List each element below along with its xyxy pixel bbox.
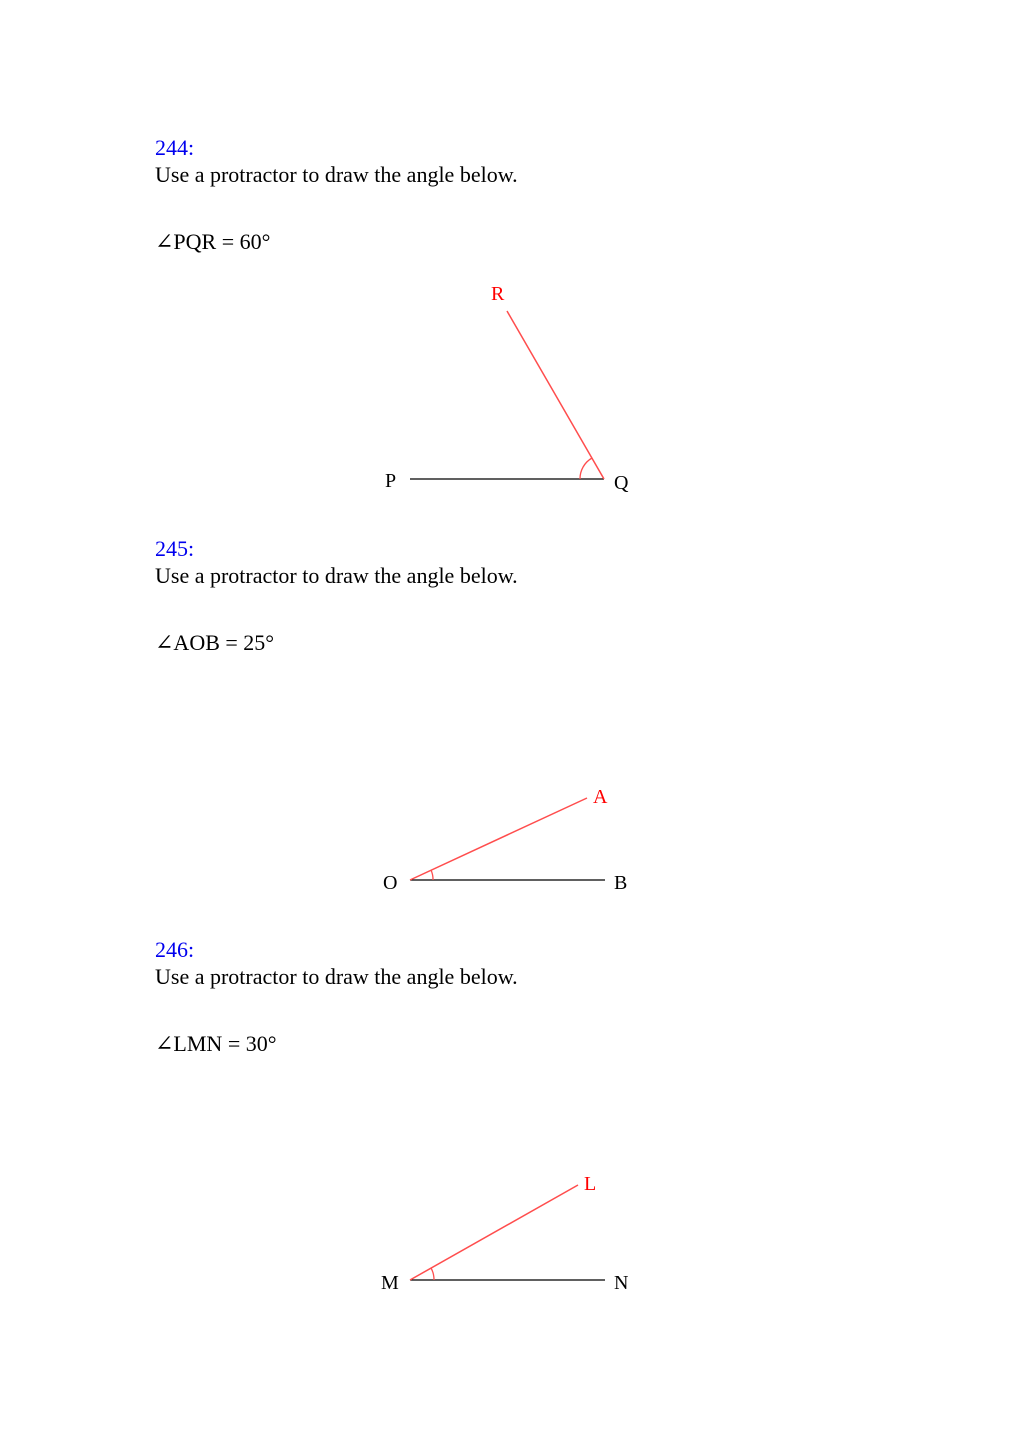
question-instruction-244: Use a protractor to draw the angle below. [155,162,518,187]
angle-arc-244 [580,458,592,479]
question-instruction-245: Use a protractor to draw the angle below. [155,563,518,588]
figure-246 [381,1173,628,1294]
ray-qr [507,311,604,479]
angle-arc-246 [431,1268,434,1280]
figure-245 [383,786,627,894]
label-p: P [385,470,397,492]
angle-statement-246: ∠LMN = 30° [155,1031,277,1056]
angle-statement-245: ∠AOB = 25° [155,630,275,655]
label-o: O [383,872,398,894]
question-instruction-246: Use a protractor to draw the angle below. [155,964,518,989]
angle-statement-244: ∠PQR = 60° [155,229,271,254]
label-q: Q [614,472,629,494]
label-n: N [614,1272,629,1294]
ray-ml [410,1185,578,1280]
label-b: B [614,872,628,894]
label-m: M [381,1272,399,1294]
label-l: L [584,1173,597,1195]
question-number-245: 245: [155,536,195,561]
label-r: R [491,283,505,305]
label-a: A [593,786,608,808]
question-number-244: 244: [155,135,195,160]
angle-arc-245 [431,870,433,880]
ray-oa [410,798,587,880]
question-number-246: 246: [155,937,195,962]
figure-244 [385,283,629,494]
